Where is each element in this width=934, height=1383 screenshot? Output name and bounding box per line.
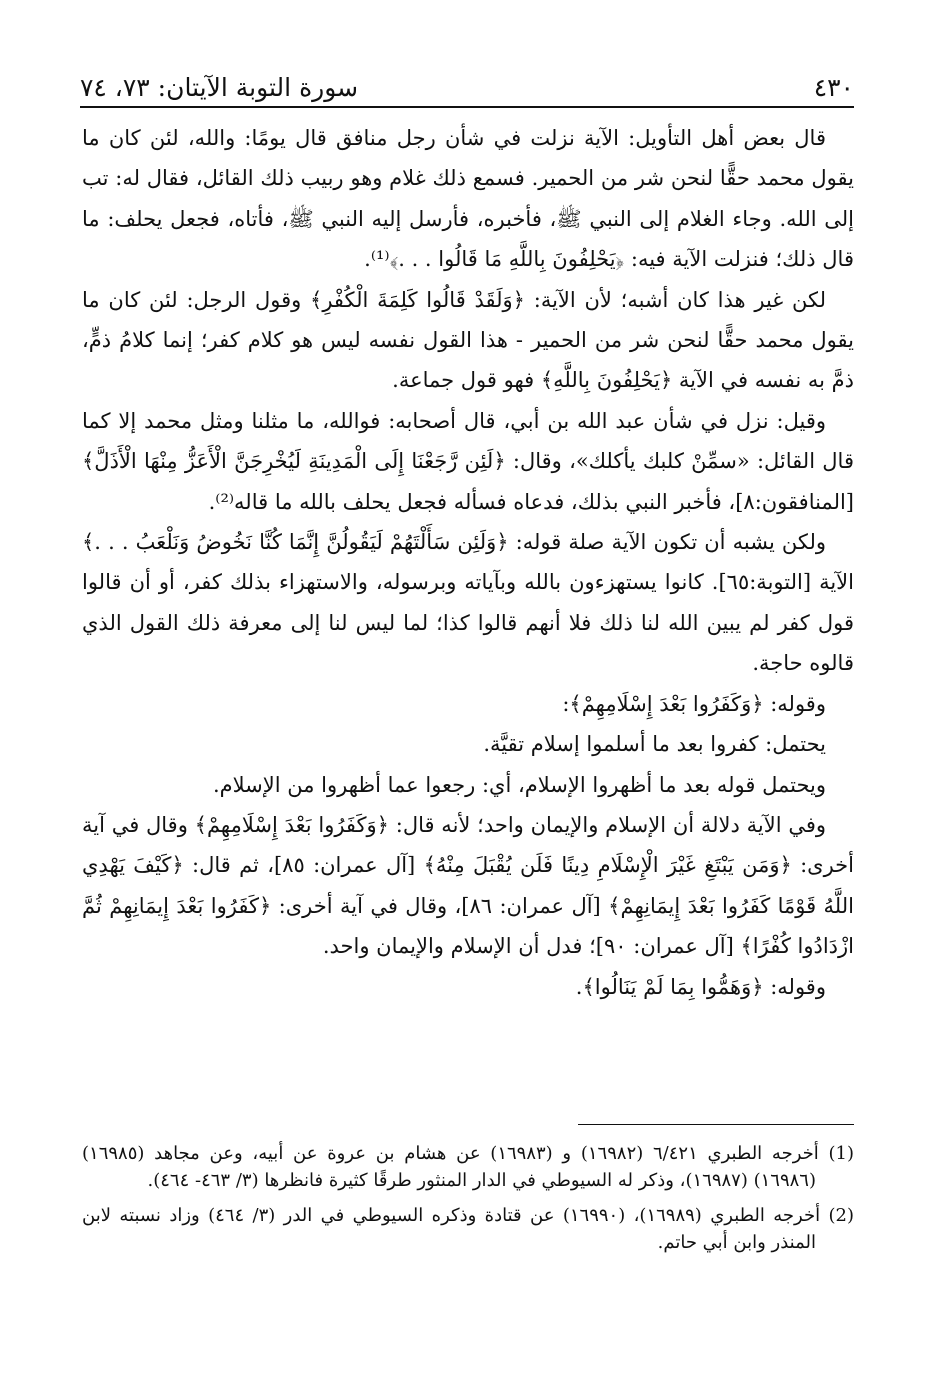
paragraph-3: وقيل: نزل في شأن عبد الله بن أبي، قال أصحابه: فوالله، ما مثلنا ومثل محمد إلا كما قال القائل: «سمِّنْ كلبك يأكلك»، وقال: ﴿لَئِن رَّجَعْنَا إِلَى الْمَدِينَةِ لَيُخْرِجَنَّ الْأَعَزُّ مِنْهَا الْأَذَلَّ﴾ [المنافقون:٨]، فأخبر النبي بذلك، فدعاه فسأله فجعل يحلف بالله ما قاله⁽²⁾. (82, 408, 854, 514)
paragraph-8: وفي الآية دلالة أن الإسلام والإيمان واحد؛ لأنه قال: ﴿وَكَفَرُوا بَعْدَ إِسْلَامِهِمْ﴾ وقال في آية أخرى: ﴿وَمَن يَبْتَغِ غَيْرَ الْإِسْلَامِ دِينًا فَلَن يُقْبَلَ مِنْهُ﴾ [آل عمران: ٨٥]، ثم قال: ﴿كَيْفَ يَهْدِي اللَّهُ قَوْمًا كَفَرُوا بَعْدَ إِيمَانِهِمْ﴾ [آل عمران: ٨٦]، وقال في آية أخرى: ﴿كَفَرُوا بَعْدَ إِيمَانِهِمْ ثُمَّ ازْدَادُوا كُفْرًا﴾ [آل عمران: ٩٠]؛ فدل أن الإسلام والإيمان واحد. (82, 812, 854, 959)
paragraph-7: ويحتمل قوله بعد ما أظهروا الإسلام، أي: رجعوا عما أظهروا من الإسلام. (212, 772, 826, 797)
paragraph-9: وقوله: ﴿وَهَمُّوا بِمَا لَمْ يَنَالُوا﴾. (575, 974, 826, 999)
footnote-1: (1) أخرجه الطبري ٦/٤٢١ (١٦٩٨٢) و (١٦٩٨٣) عن هشام بن عروة عن أبيه، وعن مجاهد (١٦٩٨٥) (١٦٩٨٦) (١٦٩٨٧)، وذكر له السيوطي في الدار المنثور طرقًا كثيرة فانظرها (٣/ ٤٦٣- ٤٦٤). (82, 1143, 854, 1191)
main-text (82, 118, 854, 1007)
paragraph-4: ولكن يشبه أن تكون الآية صلة قوله: ﴿وَلَئِن سَأَلْتَهُمْ لَيَقُولُنَّ إِنَّمَا كُنَّا نَخُوضُ وَنَلْعَبُ . . .﴾ الآية [التوبة:٦٥]. كانوا يستهزءون بالله وبآياته وبرسوله، والاستهزاء بذلك كفر، أو أن قالوا قول كفر لم يبين الله لنا ذلك فلا أنهم قالوا كذا؛ لما ليس لنا إلى معرفة ذلك القول الذي قالوه حاجة. (82, 530, 854, 676)
footnote-rule (578, 1124, 854, 1125)
running-title: سورة التوبة الآيتان: ٧٣، ٧٤ (80, 73, 359, 102)
footnote-2: (2) أخرجه الطبري (١٦٩٨٩)، (١٦٩٩٠) عن قتادة وذكره السيوطي في الدر (٣/ ٤٦٤) وزاد نسبته لابن المنذر وابن أبي حاتم. (82, 1205, 855, 1253)
footnotes (82, 1140, 854, 1256)
paragraph-1: قال بعض أهل التأويل: الآية نزلت في شأن رجل منافق قال يومًا: والله، لئن كان ما يقول محمد حقًّا لنحن شر من الحمير. فسمع ذلك غلام وهو ربيب ذلك القائل، فقال له: تب إلى الله. وجاء الغلام إلى النبي ﷺ، فأخبره، فأرسل إليه النبي ﷺ، فأتاه، فجعل يحلف: ما قال ذلك؛ فنزلت الآية فيه: ﴿يَحْلِفُونَ بِاللَّهِ مَا قَالُوا . . .﴾⁽¹⁾. (82, 126, 854, 272)
header-rule (80, 106, 854, 108)
page-number: ٤٣٠ (813, 73, 854, 102)
paragraph-2: لكن غير هذا كان أشبه؛ لأن الآية: ﴿وَلَقَدْ قَالُوا كَلِمَةَ الْكُفْرِ﴾ وقول الرجل: لئن كان ما يقول محمد حقًّا لنحن شر من الحمير - هذا القول نفسه ليس هو كلام كفر؛ إنما كلامُ ذمٍّ، ذمَّ به نفسه في الآية ﴿يَحْلِفُونَ بِاللَّهِ﴾ فهو قول جماعة. (82, 287, 854, 393)
page-header (80, 58, 854, 102)
paragraph-6: يحتمل: كفروا بعد ما أسلموا إسلام تقيَّة. (483, 732, 826, 757)
paragraph-5: وقوله: ﴿وَكَفَرُوا بَعْدَ إِسْلَامِهِمْ﴾: (562, 691, 826, 716)
